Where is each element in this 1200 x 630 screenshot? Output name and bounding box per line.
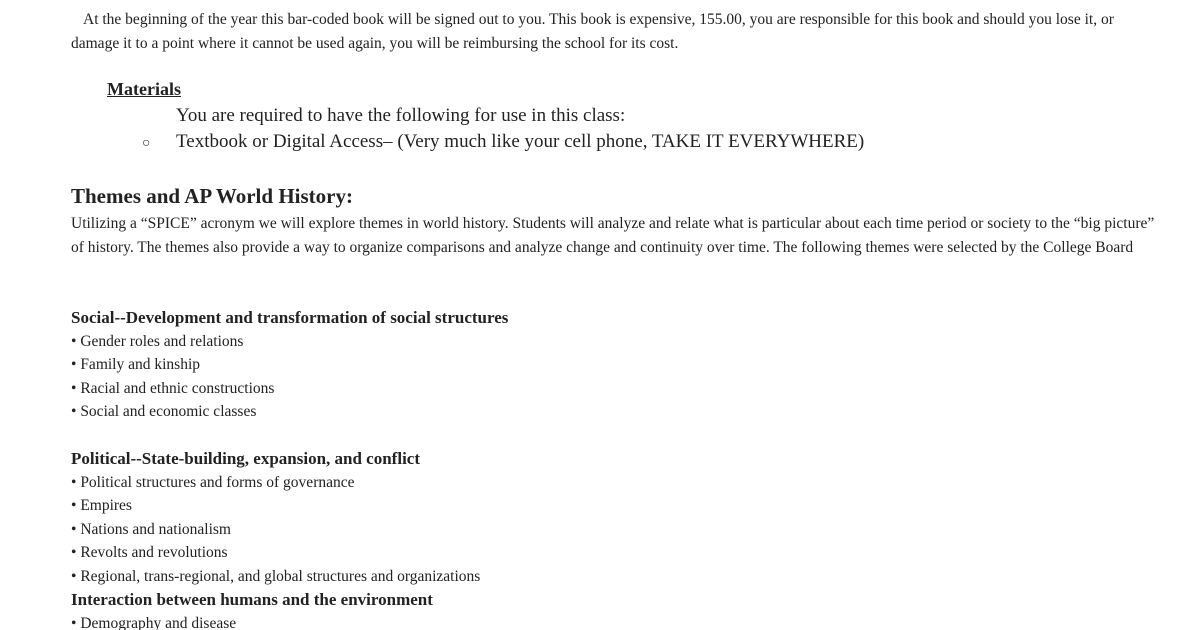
list-item: • Political structures and forms of governance xyxy=(71,471,1071,495)
list-item: • Social and economic classes xyxy=(71,400,1071,424)
intro-paragraph: At the beginning of the year this bar-coded book will be signed out to you. This book is expensive, 155.00, you are responsible for this book and should you lose it, or damage it to a point where it cannot be used again, you will be reimbursing the school for its cost. xyxy=(71,11,1114,52)
list-item: • Regional, trans-regional, and global structures and organizations xyxy=(71,565,1071,589)
list-item: • Nations and nationalism xyxy=(71,518,1071,542)
social-theme-list xyxy=(71,330,1071,424)
themes-paragraph: Utilizing a “SPICE” acronym we will explore themes in world history. Students will analyze and relate what is particular about each time period or society to the “big picture” of history. The themes also provide a way to organize comparisons and analyze change and continuity over time. The following themes were selected by the College Board xyxy=(71,215,1155,256)
interaction-theme-title: Interaction between humans and the environment xyxy=(71,590,433,609)
political-theme-list xyxy=(71,471,1071,589)
social-theme-title: Social--Development and transformation of social structures xyxy=(71,308,509,327)
hollow-circle-bullet-icon: ○ xyxy=(142,136,151,151)
list-item: • Demography and disease xyxy=(71,612,1071,630)
list-item: • Empires xyxy=(71,494,1071,518)
themes-heading: Themes and AP World History: xyxy=(71,184,353,208)
list-item: • Revolts and revolutions xyxy=(71,541,1071,565)
materials-item-text: Textbook or Digital Access– (Very much like your cell phone, TAKE IT EVERYWHERE) xyxy=(176,131,865,152)
political-theme-title: Political--State-building, expansion, and conflict xyxy=(71,449,420,468)
list-item: • Family and kinship xyxy=(71,353,1071,377)
political-theme-section xyxy=(71,447,1071,588)
list-item: • Gender roles and relations xyxy=(71,330,1071,354)
list-item: • Racial and ethnic constructions xyxy=(71,377,1071,401)
interaction-theme-section xyxy=(71,588,1071,630)
interaction-theme-list xyxy=(71,612,1071,630)
materials-intro-text: You are required to have the following for use in this class: xyxy=(176,105,626,126)
materials-list-item xyxy=(142,131,864,153)
materials-heading: Materials xyxy=(107,79,181,99)
social-theme-section xyxy=(71,306,1071,424)
